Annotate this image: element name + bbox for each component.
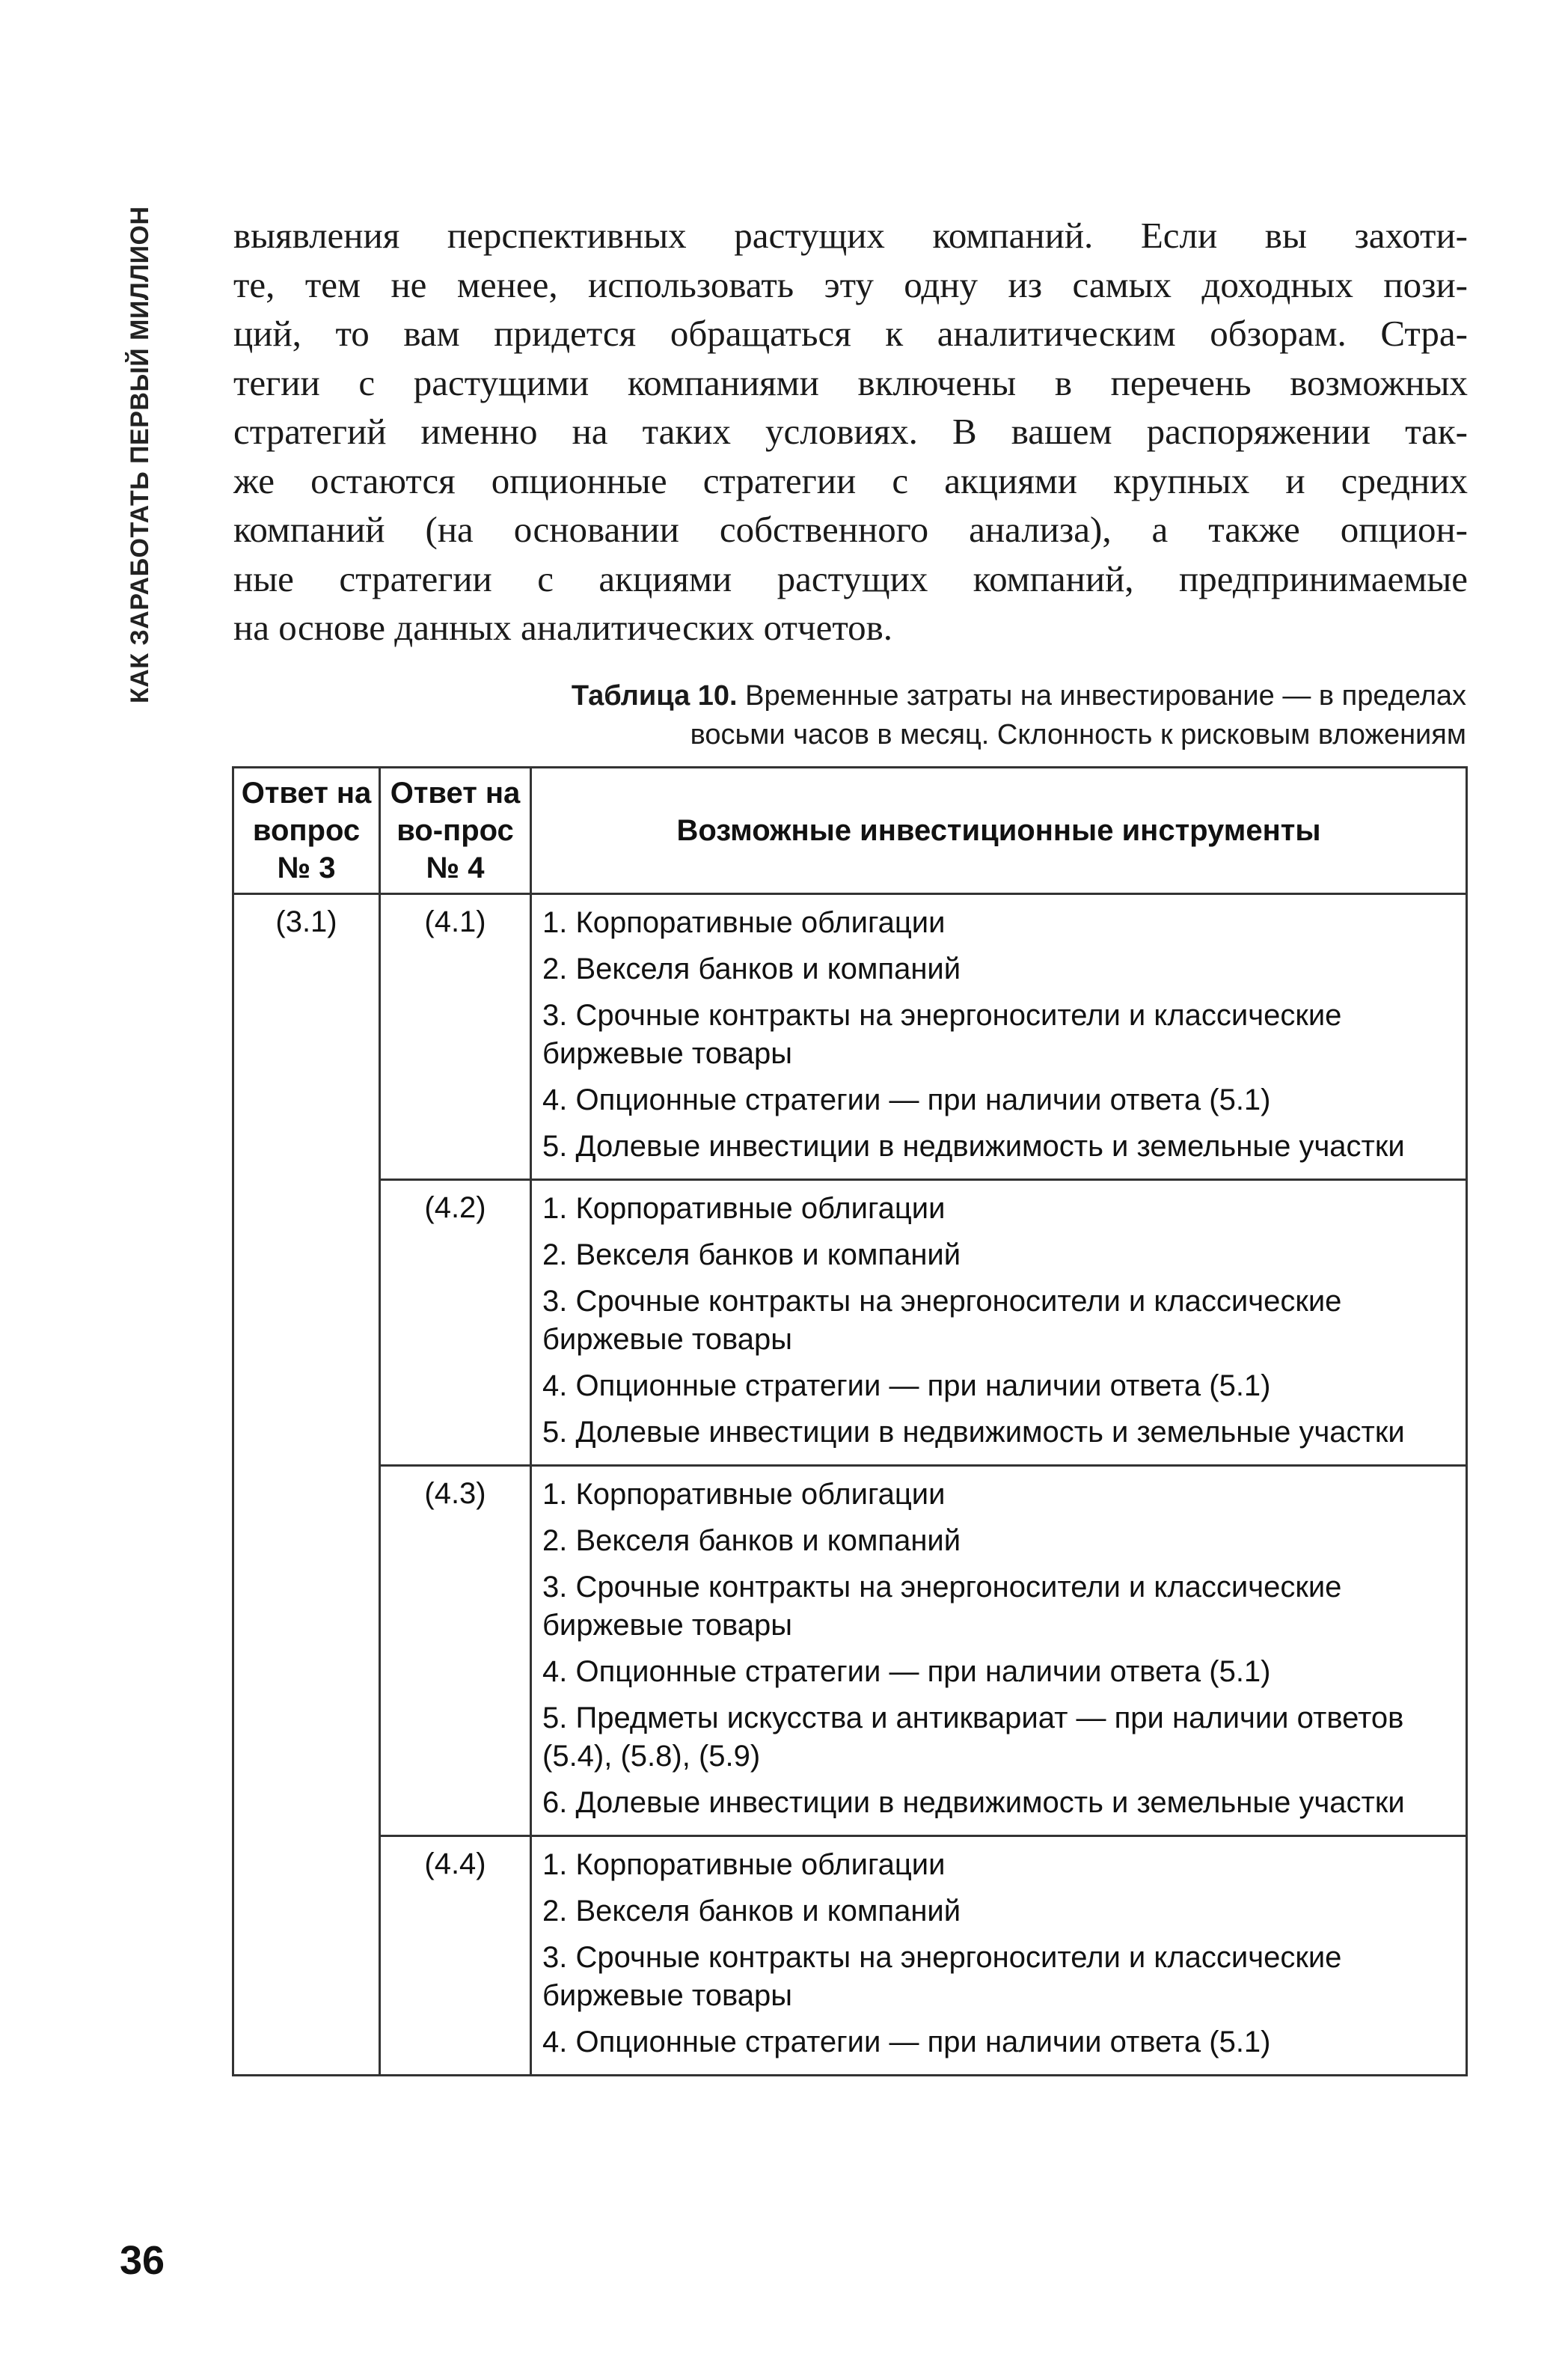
- tools-cell: [531, 1466, 1467, 1836]
- tool-item: 2. Векселя банков и компаний: [542, 1524, 961, 1557]
- tools-cell: [531, 1180, 1467, 1466]
- tool-item: 3. Срочные контракты на энергоносители и классические биржевые товары: [542, 999, 1342, 1070]
- tool-item: 4. Опционные стратегии — при наличии ответа (5.1): [542, 1655, 1271, 1688]
- investment-table: [232, 766, 1468, 2076]
- tool-item: 1. Корпоративные облигации: [542, 1192, 946, 1225]
- header-question-4: Ответ на во-прос № 4: [380, 768, 531, 894]
- body-line: выявления перспективных растущих компаний. Если вы захоти-: [233, 215, 1468, 256]
- tool-item: 2. Векселя банков и компаний: [542, 1895, 961, 1928]
- body-line: те, тем не менее, использовать эту одну из самых доходных пози-: [233, 263, 1468, 305]
- tool-item: 1. Корпоративные облигации: [542, 1478, 946, 1511]
- tool-item: 1. Корпоративные облигации: [542, 906, 946, 939]
- body-line: на основе данных аналитических отчетов.: [233, 607, 892, 648]
- table-header-row: [233, 768, 1467, 894]
- table-row: [233, 1466, 1467, 1836]
- running-head: КАК ЗАРАБОТАТЬ ПЕРВЫЙ МИЛЛИОН: [126, 206, 154, 703]
- tool-item: 5. Долевые инвестиции в недвижимость и земельные участки: [542, 1130, 1405, 1163]
- table-caption: [314, 676, 1466, 754]
- tool-item: 4. Опционные стратегии — при наличии ответа (5.1): [542, 1083, 1271, 1116]
- tools-cell: [531, 1836, 1467, 2076]
- body-line: же остаются опционные стратегии с акциями крупных и средних: [233, 459, 1468, 501]
- tool-item: 4. Опционные стратегии — при наличии ответа (5.1): [542, 2026, 1271, 2058]
- table-row: [233, 1836, 1467, 2076]
- header-tools: Возможные инвестиционные инструменты: [531, 768, 1467, 894]
- body-line: тегии с растущими компаниями включены в перечень возможных: [233, 361, 1468, 403]
- tool-item: 2. Векселя банков и компаний: [542, 953, 961, 985]
- tool-item: 4. Опционные стратегии — при наличии ответа (5.1): [542, 1369, 1271, 1402]
- body-line: ций, то вам придется обращаться к аналитическим обзорам. Стра-: [233, 313, 1468, 354]
- tools-cell: [531, 894, 1467, 1180]
- tool-item: 2. Векселя банков и компаний: [542, 1238, 961, 1271]
- tool-item: 1. Корпоративные облигации: [542, 1848, 946, 1881]
- tool-item: 5. Долевые инвестиции в недвижимость и земельные участки: [542, 1416, 1405, 1449]
- body-line: стратегий именно на таких условиях. В вашем распоряжении так-: [233, 411, 1468, 452]
- body-line: ные стратегии с акциями растущих компаний, предпринимаемые: [233, 557, 1468, 599]
- tool-item: 3. Срочные контракты на энергоносители и классические биржевые товары: [542, 1285, 1342, 1356]
- answer-q4-cell: (4.2): [380, 1180, 531, 1466]
- caption-text: Временные затраты на инвестирование — в пределах: [745, 680, 1466, 712]
- tool-item: 3. Срочные контракты на энергоносители и классические биржевые товары: [542, 1941, 1342, 2012]
- tool-item: 5. Предметы искусства и антиквариат — при наличии ответов (5.4), (5.8), (5.9): [542, 1702, 1404, 1773]
- body-paragraph: [233, 211, 1468, 652]
- caption-label: Таблица 10.: [571, 680, 738, 712]
- answer-q3-cell: (3.1): [233, 894, 380, 2076]
- table-body: [233, 894, 1467, 2076]
- table-row: [233, 894, 1467, 1180]
- tool-item: 6. Долевые инвестиции в недвижимость и земельные участки: [542, 1786, 1405, 1819]
- caption-line: восьми часов в месяц. Склонность к рисковым вложениям: [690, 719, 1466, 751]
- answer-q4-cell: (4.4): [380, 1836, 531, 2076]
- body-line: компаний (на основании собственного анализа), а также опцион-: [233, 509, 1468, 550]
- page-number: 36: [120, 2238, 165, 2283]
- answer-q4-cell: (4.3): [380, 1466, 531, 1836]
- answer-q4-cell: (4.1): [380, 894, 531, 1180]
- caption-line: [314, 676, 1466, 715]
- header-question-3: Ответ на вопрос № 3: [233, 768, 380, 894]
- table-row: [233, 1180, 1467, 1466]
- tool-item: 3. Срочные контракты на энергоносители и классические биржевые товары: [542, 1571, 1342, 1642]
